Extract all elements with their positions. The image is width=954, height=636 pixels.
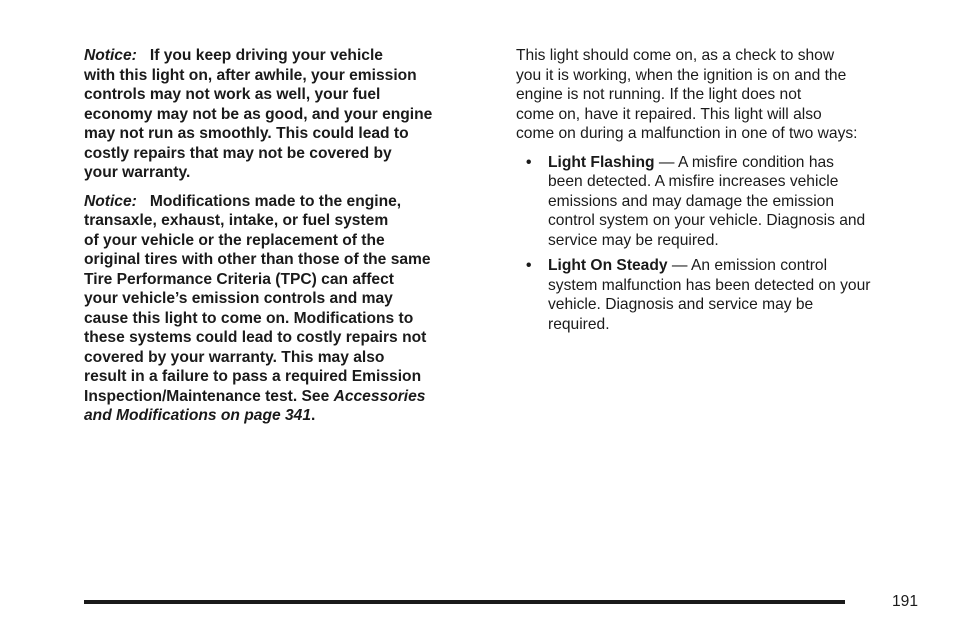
page-number: 191: [891, 593, 918, 610]
notice-line: cause this light to come on. Modifications to: [84, 309, 414, 327]
intro-paragraph: [516, 46, 926, 144]
notice-line: [84, 406, 488, 426]
notice-text: Inspection/Maintenance test. See: [84, 387, 334, 405]
left-column: [84, 46, 488, 435]
body-line: you it is working, when the ignition is on and the: [516, 66, 847, 84]
notice-line: your warranty.: [84, 164, 191, 181]
bullet-line: been detected. A misfire increases vehicle: [548, 173, 839, 190]
right-column: [516, 46, 926, 340]
notice-text: If you keep driving your vehicle: [149, 47, 383, 64]
notice-line: original tires with other than those of the same: [84, 251, 431, 268]
notice-line: transaxle, exhaust, intake, or fuel system: [84, 212, 389, 229]
bullet-icon: •: [526, 257, 532, 274]
notice-line: these systems could lead to costly repairs not: [84, 329, 427, 346]
notice-label: Notice:: [84, 192, 137, 210]
bullet-line: control system on your vehicle. Diagnosis and: [548, 212, 866, 229]
bullet-item-light-on-steady: [516, 256, 926, 334]
bullet-line: required.: [548, 315, 610, 333]
bullet-line: system malfunction has been detected on your: [548, 276, 871, 294]
bullet-term: Light On Steady: [548, 257, 668, 274]
notice-line: Tire Performance Criteria (TPC) can affect: [84, 270, 394, 288]
cross-reference: Accessories: [333, 387, 426, 405]
notice-line: of your vehicle or the replacement of the: [84, 231, 385, 249]
bullet-text: — An emission control: [667, 257, 828, 274]
notice-line: [84, 387, 488, 407]
notice-line: [84, 46, 488, 66]
notice-text: Modifications made to the engine,: [149, 192, 402, 210]
notice-line: with this light on, after awhile, your emission: [84, 66, 417, 84]
notice-line: controls may not work as well, your fuel: [84, 86, 381, 103]
notice-line: [84, 192, 488, 212]
cross-reference: and Modifications on page 341: [84, 407, 312, 424]
notice-paragraph-1: [84, 46, 488, 183]
notice-label: Notice:: [84, 47, 137, 64]
bullet-line: emissions and may damage the emission: [548, 192, 835, 210]
notice-line: result in a failure to pass a required Emission: [84, 368, 422, 385]
notice-line: may not run as smoothly. This could lead to: [84, 125, 409, 142]
bullet-line: vehicle. Diagnosis and service may be: [548, 296, 814, 313]
notice-line: costly repairs that may not be covered by: [84, 144, 392, 162]
notice-line: economy may not be as good, and your engine: [84, 105, 433, 123]
bullet-term: Light Flashing: [548, 153, 655, 171]
notice-line: your vehicle’s emission controls and may: [84, 290, 393, 307]
bullet-line: [548, 153, 926, 173]
bullet-icon: •: [526, 153, 532, 171]
body-line: This light should come on, as a check to show: [516, 47, 835, 64]
notice-line: covered by your warranty. This may also: [84, 348, 385, 366]
footer-rule: [84, 600, 845, 604]
body-line: come on, have it repaired. This light will also: [516, 105, 822, 123]
bullet-line: service may be required.: [548, 231, 719, 249]
bullet-item-light-flashing: [516, 153, 926, 251]
notice-text: .: [311, 407, 316, 424]
bullet-line: [548, 256, 926, 276]
body-line: engine is not running. If the light does not: [516, 86, 802, 103]
notice-paragraph-2: [84, 192, 488, 426]
body-line: come on during a malfunction in one of two ways:: [516, 125, 858, 142]
bullet-text: — A misfire condition has: [654, 153, 834, 171]
